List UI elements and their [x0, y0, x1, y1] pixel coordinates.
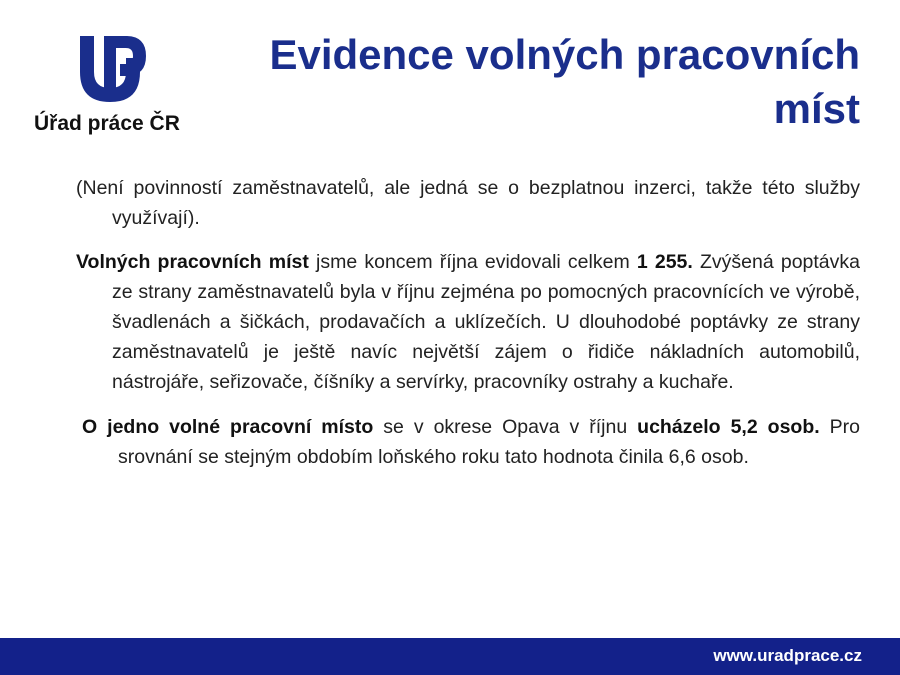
vacancies-text-2: Zvýšená poptávka ze strany zaměstnavatelů byla v říjnu zejména po pomocných pracovnících ve výrobě, švadlenách a šičkách, prodavačích a uklízečích. U dlouhodobé poptávky ze strany zaměstnavatelů je ještě navíc největší zájem o řidiče nákladních automobilů, nástrojáře, seřizovače, číšníky a servírky, pracovníky ostrahy a kuchaře. — [112, 251, 860, 393]
paragraph-applicants — [82, 412, 860, 472]
paragraph-vacancies — [76, 247, 860, 397]
applicants-label: O jedno volné pracovní místo — [82, 416, 374, 438]
applicants-text-1: se v okrese Opava v říjnu — [373, 416, 638, 438]
page-title: Evidence volných pracovních míst — [269, 31, 860, 132]
vacancies-text-1: jsme koncem října evidovali celkem — [308, 251, 637, 273]
logo-text: Úřad práce ČR — [34, 112, 180, 135]
vacancies-label: Volných pracovních míst — [76, 251, 309, 273]
urad-prace-logo-icon — [76, 32, 148, 104]
vacancies-count: 1 255. — [636, 251, 693, 273]
slide-content — [76, 173, 860, 472]
footer-url-link[interactable]: www.uradprace.cz — [713, 646, 862, 665]
applicants-text-2: Pro srovnání se stejným obdobím loňského roku tato hodnota činila 6,6 osob. — [118, 416, 860, 468]
footer-bar — [0, 638, 900, 675]
applicants-value: ucházelo 5,2 osob. — [637, 416, 820, 438]
logo — [30, 32, 190, 142]
paragraph-note: (Není povinností zaměstnavatelů, ale jedná se o bezplatnou inzerci, takže této služby využívají). — [76, 177, 860, 229]
